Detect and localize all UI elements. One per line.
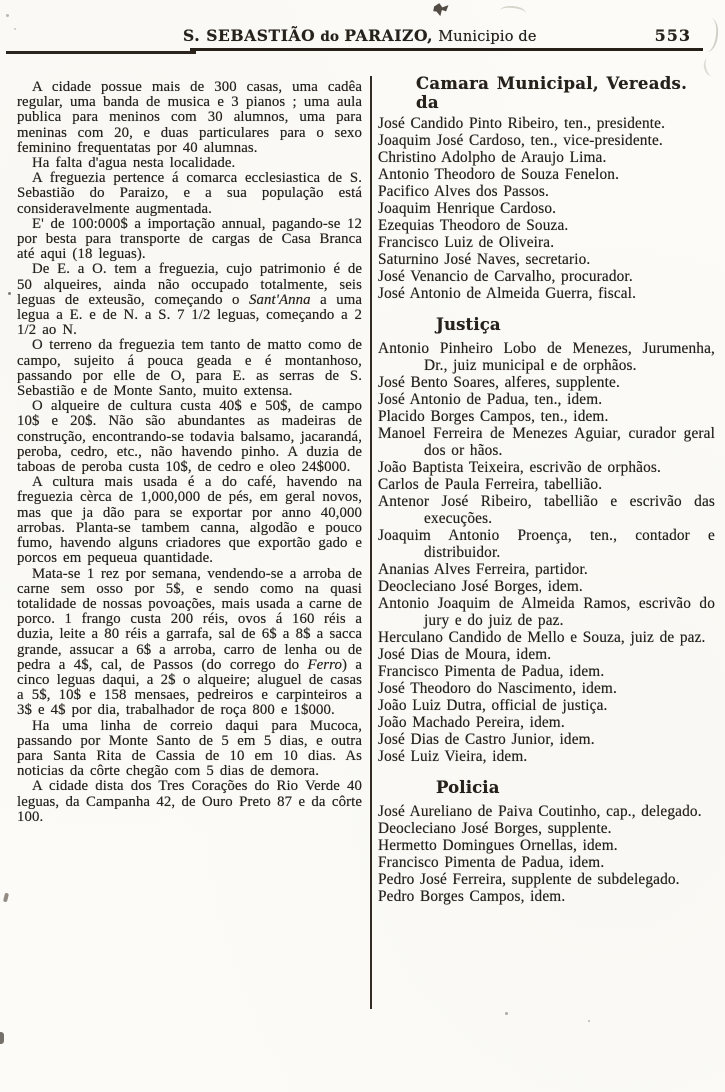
directory-entry: Placido Borges Campos, ten., idem. [378,408,609,425]
italic-text-segment: Ferro [307,656,342,673]
paragraph [17,217,362,263]
directory-entry: José Dias de Moura, idem. [378,646,552,663]
text-segment: Mata-se 1 rez por semana, vendendo-se a arroba de carne sem osso por 5$, e sendo como na quasi totalidade de nossas povoações, mais usada a carne de porco. 1 frango custa 200 réis, ovos á 160 réis a duzia, leite a 80 réis a garrafa, sal de 6$ a 8$ a sacca grande, assucar a 6$ a arroba, carro de lenha ou de pedra a 4$, cal, de Passos (do corrego do [17,565,362,673]
left-column [17,80,362,825]
directory-entry: Pedro Borges Campos, idem. [378,888,566,905]
directory-entry: Pacifico Alves dos Passos. [378,183,550,200]
paragraph [17,262,362,338]
paragraph [17,399,362,475]
directory-entry: Hermetto Domingues Ornellas, idem. [378,837,618,854]
section-heading: Justiça [436,315,501,334]
pencil-mark [499,5,526,20]
directory-entry: Manoel Ferreira de Menezes Aguiar, curador geral dos or hãos. [378,425,715,459]
directory-entry: José Luiz Vieira, idem. [378,748,528,765]
header-rule-left [6,51,196,54]
directory-entry: Ananias Alves Ferreira, partidor. [378,561,588,578]
directory-entry: Joaquim Henrique Cardoso. [378,200,557,217]
running-title-place2: PARAIZO, [344,26,434,45]
italic-text-segment: Sant'Anna [249,291,311,308]
directory-entry: José Candido Pinto Ribeiro, ten., presidente. [378,115,666,132]
paper-speck [3,893,9,903]
running-title-place: S. SEBASTIÃO [183,26,316,45]
paragraph [17,156,362,171]
section-heading: Policia [436,778,500,797]
directory-entry: Carlos de Paula Ferreira, tabellião. [378,476,603,493]
text-segment: O alqueire de cultura custa 40$ e 50$, de campo 10$ e 20$. Não são abundantes as madeiras de construção, encontrando-se todavia balsamo, jacarandá, peroba, cedro, etc., não havendo pinho. A duzia de taboas de peroba custa 10$, de cedro e oleo 24$000. [17,398,362,476]
directory-entry: Deocleciano José Borges, supplente. [378,820,612,837]
text-segment: Ha falta d'agua nesta localidade. [32,155,236,172]
text-segment: A cidade dista dos Tres Corações do Rio Verde 40 leguas, da Campanha 42, de Ouro Preto 87 e da côrte 100. [17,778,362,825]
paragraph [17,80,362,156]
directory-entry: José Aureliano de Paiva Coutinho, cap., delegado. [378,803,702,820]
text-segment: ) a cinco leguas daqui, a 2$ o alqueire; aluguel de casas a 5$, 10$ e 158 mensaes, pedreiros e carpinteiros a 3$ e 4$ por dia, trabalhador de roça 800 e 1$000. [17,656,362,719]
text-segment: A cidade possue mais de 300 casas, uma cadêa regular, uma banda de musica e 3 pianos ; uma aula publica para meninos com 30 alumnos, uma para meninas com 20, e duas particulares para o sexo feminino frequentatas por 40 alumnas. [17,79,362,156]
paragraph [17,779,362,825]
paper-speck [588,1020,590,1022]
section-heading: Camara Municipal, Vereads. da [416,74,688,112]
text-segment: A cultura mais usada é a do café, havendo na freguezia cèrca de 1,000,000 de pés, em geral novos, mas que ja dão para se exportar por anno 40,000 arrobas. Planta-se tambem canna, algodão e pouco fumo, havendo alguns criadores que exportão gado e porcos em pequeua quantidade. [17,474,362,567]
directory-entry: Francisco Luiz de Oliveira. [378,234,555,251]
paper-speck [8,292,11,295]
directory-entry: Antonio Theodoro de Souza Fenelon. [378,166,620,183]
paragraph [17,567,362,719]
directory-entry: Herculano Candido de Mello e Souza, juiz de paz. [378,629,706,646]
directory-entry: Saturnino José Naves, secretario. [378,251,591,268]
paper-speck [6,14,9,17]
text-segment: Ha uma linha de correio daqui para Mucoca, passando por Monte Santo de 5 em 5 dias, e outra para Santa Rita de Cassia de 10 em 10 dias. As noticias da côrte chegão com 5 dias de demora. [17,717,362,780]
text-segment: a uma legua a E. e de N. a S. 7 1/2 leguas, começando a 2 1/2 ao N. [17,291,362,339]
directory-entry: Antonio Pinheiro Lobo de Menezes, Jurumenha, Dr., juiz municipal e de orphãos. [378,340,715,374]
text-segment: De E. a O. tem a freguezia, cujo patrimonio é de 50 alqueires, ainda não occupado totalmente, seis leguas de exteusão, começando o [17,261,362,308]
running-title-suffix: Municipio de [438,29,537,45]
directory-entry: João Baptista Teixeira, escrivão de orphãos. [378,459,661,476]
running-title [183,26,537,45]
paragraph [17,338,362,399]
paragraph [17,171,362,217]
page-number: 553 [654,26,691,45]
directory-entry: José Dias de Castro Junior, idem. [378,731,595,748]
right-column [378,74,715,905]
directory-entry: Joaquim José Cardoso, ten., vice-presidente. [378,132,663,149]
text-segment: O terreno da freguezia tem tanto de matto como de campo, sujeito á pouca geada e é montanhoso, passando por elle de O, para E. as serras de S. Sebastião e de Monte Santo, muito extensa. [17,337,362,400]
directory-entry: Pedro José Ferreira, supplente de subdelegado. [378,871,680,888]
directory-entry: João Luiz Dutra, official de justiça. [378,697,608,714]
paragraph [17,719,362,780]
running-title-do: do [320,29,340,45]
directory-entry: Antenor José Ribeiro, tabellião e escrivão das execuções. [378,493,715,527]
text-segment: E' de 100:000$ a importação annual, pagando-se 12 por besta para transporte de cargas de Casa Branca até aqui (18 leguas). [17,215,362,263]
directory-entry: Francisco Pimenta de Padua, idem. [378,854,605,871]
directory-entry: José Antonio de Almeida Guerra, fiscal. [378,285,637,302]
directory-entry: João Machado Pereira, idem. [378,714,565,731]
directory-entry: José Theodoro do Nascimento, idem. [378,680,617,697]
directory-entry: Ezequias Theodoro de Souza. [378,217,569,234]
directory-entry: Christino Adolpho de Araujo Lima. [378,149,607,166]
paper-speck [505,1012,508,1015]
paragraph [17,475,362,566]
header-rule-main [190,48,703,51]
paper-speck [0,1032,4,1044]
column-divider-rule [370,76,372,1009]
directory-entry: Antonio Joaquim de Almeida Ramos, escrivão do jury e do juiz de paz. [378,595,715,629]
ink-smudge-mark [432,2,450,17]
text-segment: A freguezia pertence á comarca ecclesiastica de S. Sebastião do Paraizo, e a sua população está consideravelmente augmentada. [17,170,362,217]
directory-entry: Joaquim Antonio Proença, ten., contador e distribuidor. [378,527,715,561]
directory-entry: José Bento Soares, alferes, supplente. [378,374,620,391]
page-header [0,26,725,48]
directory-entry: Francisco Pimenta de Padua, idem. [378,663,605,680]
directory-entry: José Venancio de Carvalho, procurador. [378,268,633,285]
directory-entry: José Antonio de Padua, ten., idem. [378,391,603,408]
directory-entry: Deocleciano José Borges, idem. [378,578,583,595]
